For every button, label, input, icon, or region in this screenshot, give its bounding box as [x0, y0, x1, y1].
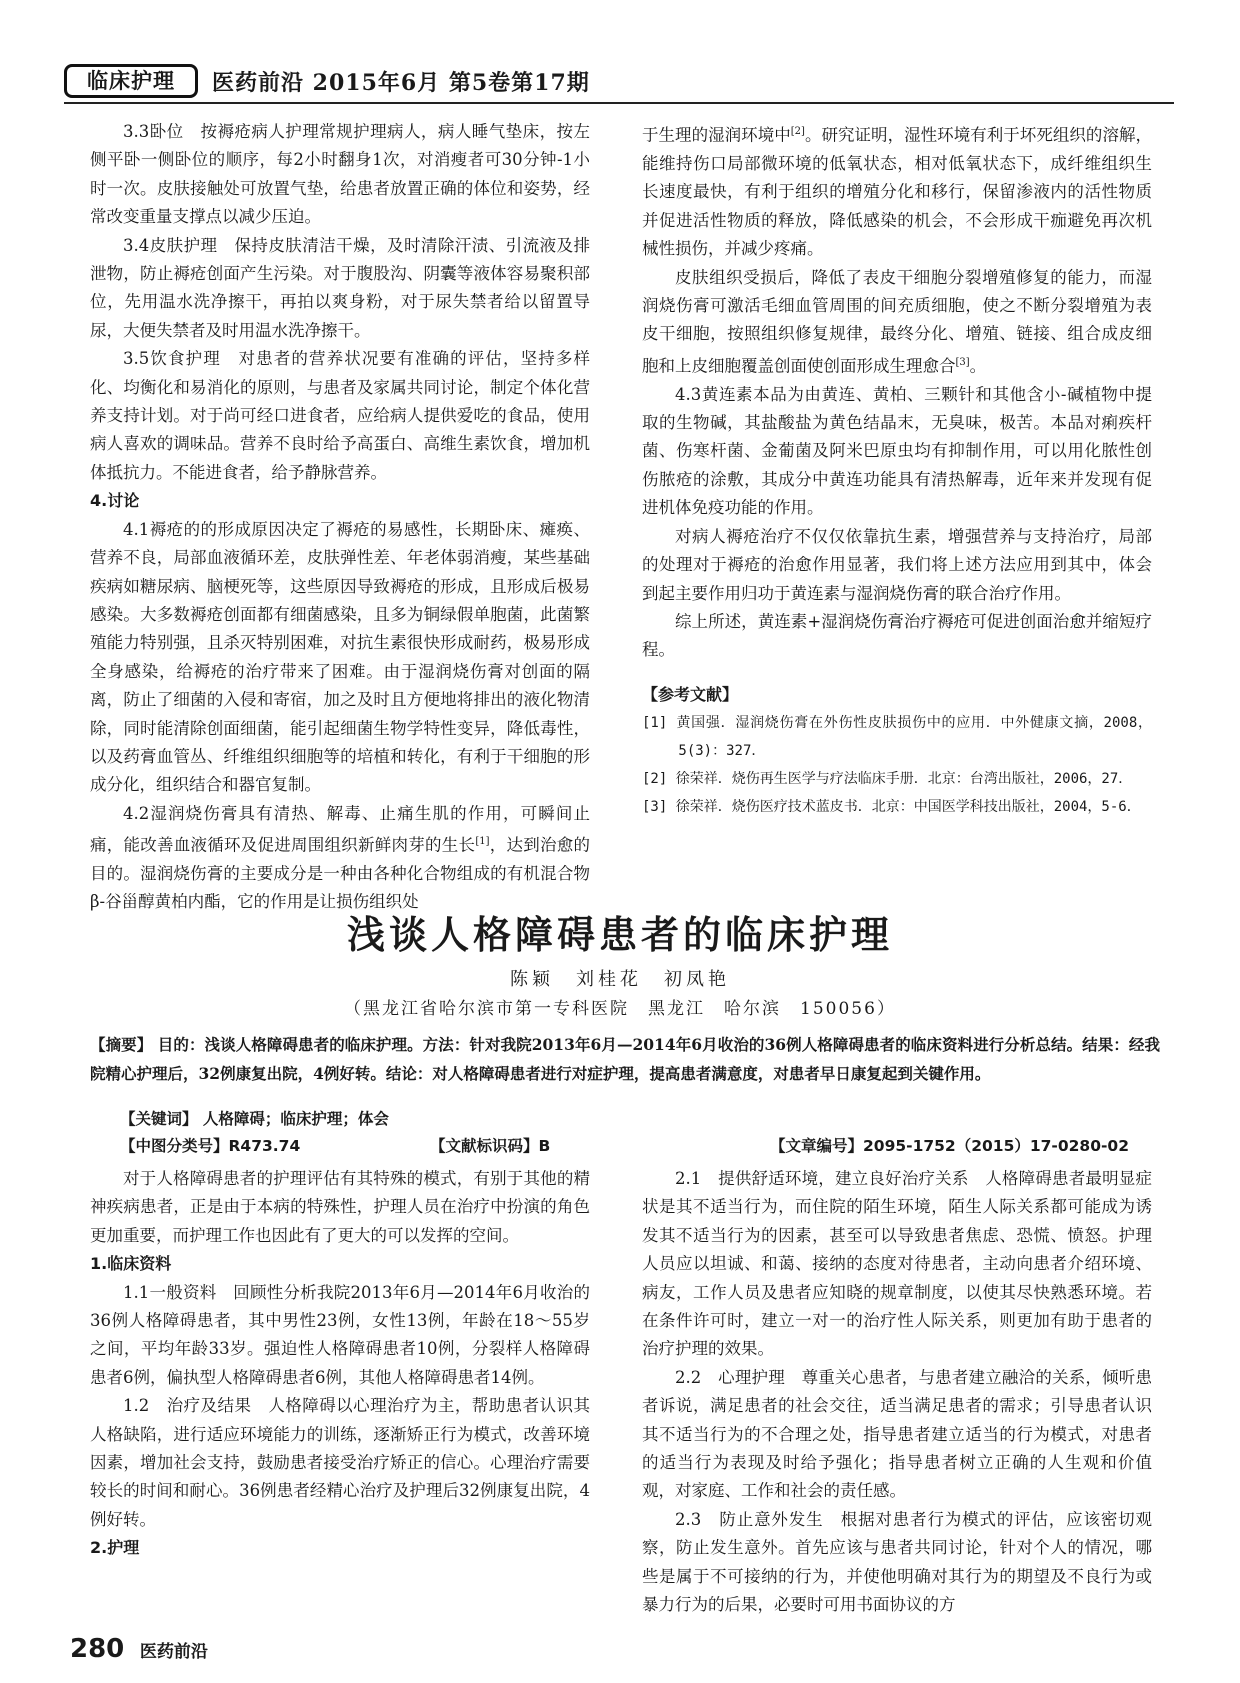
- article-affiliation: （黑龙江省哈尔滨市第一专科医院 黑龙江 哈尔滨 150056）: [344, 999, 896, 1019]
- header-rule: [64, 102, 1174, 104]
- references-list: [642, 709, 1152, 821]
- paragraph: 4.1褥疮的的形成原因决定了褥疮的易感性，长期卧床、瘫痪、营养不良，局部血液循环差，皮肤弹性差、年老体弱消瘦，某些基础疾病如糖尿病、脑梗死等，这些原因导致褥疮的形成，且形成后极易感染。大多数褥疮创面都有细菌感染，且多为铜绿假单胞菌，此菌繁殖能力特别强，且杀灭特别困难，对抗生素很快形成耐药，极易形成全身感染，给褥疮的治疗带来了困难。由于湿润烧伤膏对创面的隔离，防止了细菌的入侵和寄宿，加之及时且方便地将排出的液化物清除，同时能清除创面细菌，能引起细菌生物学特性变异，降低毒性，以及药膏血管丛、纤维组织细胞等的培植和转化，有利于干细胞的形成分化，组织结合和器官复制。: [90, 519, 590, 795]
- paragraph: 2.1 提供舒适环境，建立良好治疗关系 人格障碍患者最明显症状是其不适当行为，而住院的陌生环境，陌生人际关系都可能成为诱发其不适当行为的因素，甚至可以导致患者焦虑、恐慌、愤怒。护理人员应以坦诚、和蔼、接纳的态度对待患者，主动向患者介绍环境、病友，工作人员及患者应知晓的规章制度，以使其尽快熟悉环境。若在条件许可时，建立一对一的治疗性人际关系，则更加有助于患者的治疗护理的效果。: [642, 1169, 1152, 1359]
- paragraph: 4.2湿润烧伤膏具有清热、解毒、止痛生肌的作用，可瞬间止痛，能改善血液循环及促进周围组织新鲜肉芽的生长[1]，达到治愈的目的。湿润烧伤膏的主要成分是一种由各种化合物组成的有机混合物β-谷甾醇黄柏内酯，它的作用是让损伤组织处: [90, 803, 591, 912]
- article-abstract: 【摘要】 目的：浅谈人格障碍患者的临床护理。方法：针对我院2013年6月—2014年6月收治的36例人格障碍患者的临床资料进行分析总结。结果：经我院精心护理后，32例康复出院，4例好转。结论：对人格障碍患者进行对症护理，提高患者满意度，对患者早日康复起到关键作用。: [90, 1035, 1160, 1083]
- paragraph: 对于人格障碍患者的护理评估有其特殊的模式，有别于其他的精神疾病患者，正是由于本病的特殊性，护理人员在治疗中扮演的角色更加重要，而护理工作也因此有了更大的可以发挥的空间。: [90, 1169, 590, 1245]
- journal-info: 医药前沿 2015年6月 第5卷第17期: [212, 70, 590, 96]
- article-authors: 陈颖 刘桂花 初凤艳: [510, 969, 730, 990]
- paragraph: 于生理的湿润环境中[2]。研究证明，湿性环境有利于坏死组织的溶解，能维持伤口局部微环境的低氧状态，相对低氧状态下，成纤维组织生长速度最快，有利于组织的增殖分化和移行，保留渗液内的活性物质并促进活性物质的释放，降低感染的机会，不会形成干痂避免再次机械性损伤，并减少疼痛。: [642, 125, 1153, 259]
- classification-line: [120, 1134, 1160, 1160]
- article-number: 【文章编号】2095-1752（2015）17-0280-02: [770, 1137, 1129, 1155]
- paragraph: 3.3卧位 按褥疮病人护理常规护理病人，病人睡气垫床，按左侧平卧一侧卧位的顺序，每2小时翻身1次，对消瘦者可30分钟-1小时一次。皮肤接触处可放置气垫，给患者放置正确的体位和姿势，经常改变重量支撑点以减少压迫。: [90, 122, 590, 227]
- reference-item: [3] 徐荣祥．烧伤医疗技术蓝皮书．北京：中国医学科技出版社，2004，5-6．: [642, 799, 1141, 816]
- running-header: [64, 62, 1174, 102]
- section-heading: 2.护理: [90, 1538, 140, 1558]
- article-title: 浅谈人格障碍患者的临床护理: [346, 913, 893, 957]
- paragraph: 综上所述，黄连素+湿润烧伤膏治疗褥疮可促进创面治愈并缩短疗程。: [642, 611, 1152, 660]
- top-left-column: [90, 118, 590, 917]
- paragraph: 3.5饮食护理 对患者的营养状况要有准确的评估，坚持多样化、均衡化和易消化的原则，与患者及家属共同讨论，制定个体化营养支持计划。对于尚可经口进食者，应给病人提供爱吃的食品，使用病人喜欢的调味品。营养不良时给予高蛋白、高维生素饮食，增加机体抵抗力。不能进食者，给予静脉营养。: [90, 349, 590, 482]
- reference-item: [1] 黄国强．湿润烧伤膏在外伤性皮肤损伤中的应用．中外健康文摘，2008，5(3)：327．: [642, 715, 1152, 760]
- reference-item: [2] 徐荣祥．烧伤再生医学与疗法临床手册．北京：台湾出版社，2006，27．: [642, 771, 1133, 788]
- paragraph: 3.4皮肤护理 保持皮肤清洁干燥，及时清除汗渍、引流液及排泄物，防止褥疮创面产生污染。对于腹股沟、阴囊等液体容易聚积部位，先用温水洗净擦干，再拍以爽身粉，对于尿失禁者给以留置导尿，大便失禁者及时用温水洗净擦干。: [90, 235, 590, 340]
- paragraph: 对病人褥疮治疗不仅仅依靠抗生素，增强营养与支持治疗，局部的处理对于褥疮的治愈作用显著，我们将上述方法应用到其中，体会到起主要作用归功于黄连素与湿润烧伤膏的联合治疗作用。: [642, 526, 1152, 603]
- bottom-right-column: [642, 1165, 1152, 1620]
- page-footer: [70, 1634, 208, 1664]
- bottom-left-column: [90, 1165, 590, 1563]
- page-number: 280: [70, 1634, 125, 1664]
- section-badge: 临床护理: [64, 64, 198, 98]
- paragraph: 皮肤组织受损后，降低了表皮干细胞分裂增殖修复的能力，而湿润烧伤膏可激活毛细血管周围的间充质细胞，使之不断分裂增殖为表皮干细胞，按照组织修复规律，最终分化、增殖、链接、组合成皮细胞和上皮细胞覆盖创面使创面形成生理愈合[3]。: [642, 267, 1152, 376]
- article-keywords: 【关键词】 人格障碍；临床护理；体会: [120, 1109, 389, 1128]
- class-number: 【中图分类号】R473.74: [120, 1137, 301, 1155]
- section-heading: 4.讨论: [90, 491, 140, 511]
- paragraph: 2.2 心理护理 尊重关心患者，与患者建立融洽的关系，倾听患者诉说，满足患者的社会交往，适当满足患者的需求；引导患者认识其不适当行为的不合理之处，指导患者建立适当的行为模式，对患者的适当行为表现及时给予强化；指导患者树立正确的人生观和价值观，对家庭、工作和社会的责任感。: [642, 1367, 1152, 1501]
- section-heading: 1.临床资料: [90, 1254, 172, 1274]
- document-code: 【文献标识码】B: [430, 1137, 551, 1155]
- footer-journal: 医药前沿: [139, 1642, 208, 1662]
- paragraph: 4.3黄连素本品为由黄连、黄柏、三颗针和其他含小-碱植物中提取的生物碱，其盐酸盐为黄色结晶末，无臭味，极苦。本品对痢疾杆菌、伤寒杆菌、金葡菌及阿米巴原虫均有抑制作用，可以用化脓性创伤脓疮的涂敷，其成分中黄连功能具有清热解毒，近年来并发现有促进机体免疫功能的作用。: [642, 384, 1152, 518]
- top-right-column: [642, 118, 1152, 821]
- paragraph: 2.3 防止意外发生 根据对患者行为模式的评估，应该密切观察，防止发生意外。首先应该与患者共同讨论，针对个人的情况，哪些是属于不可接纳的行为，并使他明确对其行为的期望及不良行为或暴力行为的后果，必要时可用书面协议的方: [642, 1509, 1152, 1615]
- references-title: 【参考文献】: [642, 684, 739, 704]
- paragraph: 1.1一般资料 回顾性分析我院2013年6月—2014年6月收治的36例人格障碍患者，其中男性23例，女性13例，年龄在18～55岁之间，平均年龄33岁。强迫性人格障碍患者10例，分裂样人格障碍患者6例，偏执型人格障碍患者6例，其他人格障碍患者14例。: [90, 1282, 590, 1387]
- paragraph: 1.2 治疗及结果 人格障碍以心理治疗为主，帮助患者认识其人格缺陷，进行适应环境能力的训练，逐渐矫正行为模式，改善环境因素，增加社会支持，鼓励患者接受治疗矫正的信心。心理治疗需要较长的时间和耐心。36例患者经精心治疗及护理后32例康复出院，4例好转。: [90, 1396, 590, 1529]
